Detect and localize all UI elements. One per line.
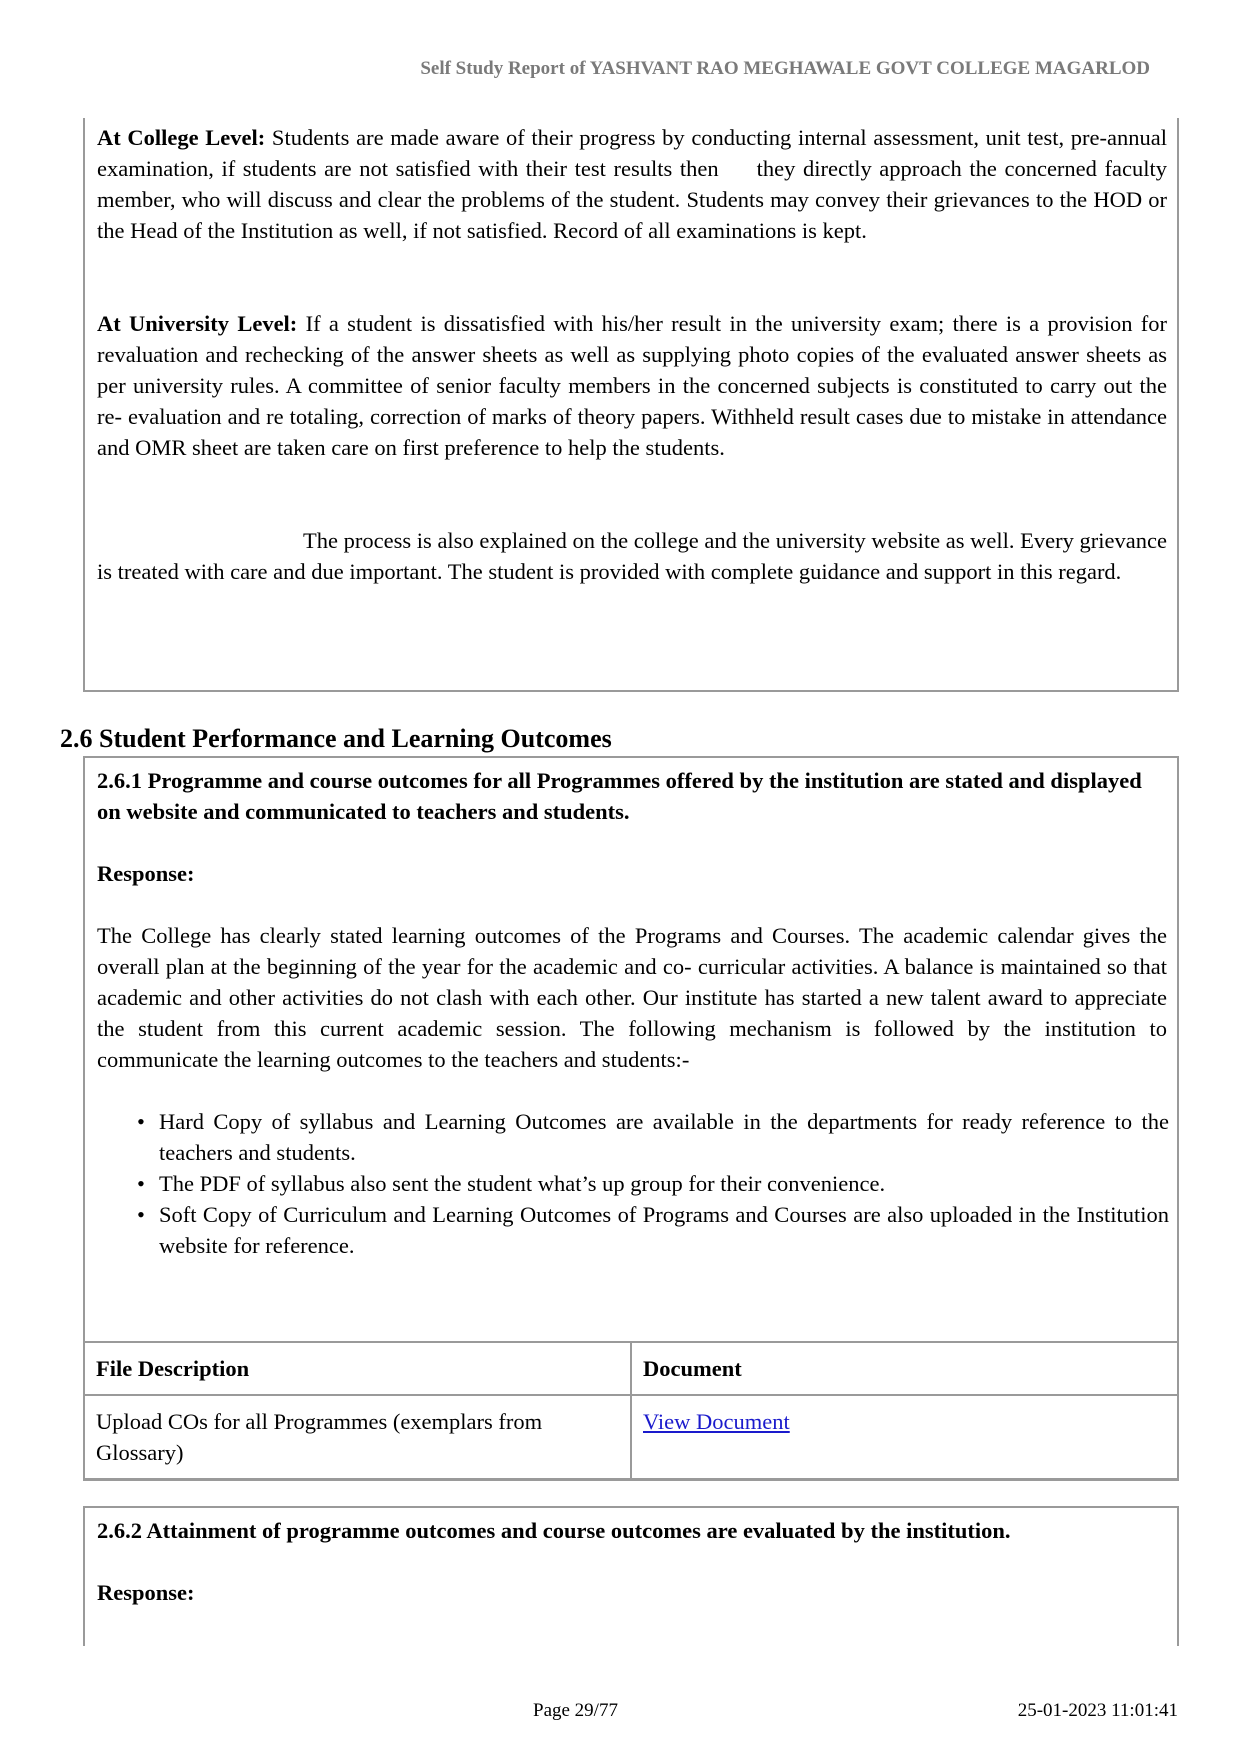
university-level-text: If a student is dissatisfied with his/her result in the university exam; there is a provision for revaluation and rechecking of the answer sheets as well as supplying photo copies of the evaluated answer sheets as per university rules. A committee of senior faculty members in the concerned subjects is constituted to carry out the re- evaluation and re totaling, correction of marks of theory papers. Withheld result cases due to mistake in attendance and OMR sheet are taken care on first preference to help the students. <box>97 311 1168 460</box>
metric-262-question: 2.6.2 Attainment of programme outcomes and course outcomes are evaluated by the institution. <box>97 1518 1011 1543</box>
metric-261-response-label: Response: <box>97 861 195 886</box>
process-paragraph: The process is also explained on the college and the university website as well. Every grievance is treated with care and due important. The student is provided with complete guidance and support in this regard. <box>97 528 1167 584</box>
mechanism-list <box>97 1106 1169 1261</box>
view-document-link[interactable]: View Document <box>643 1409 790 1434</box>
college-level-label: At College Level: <box>97 125 266 150</box>
page-number: Page 29/77 <box>533 1700 618 1721</box>
metric-261-response-text: The College has clearly stated learning outcomes of the Programs and Courses. The academic calendar gives the overall plan at the beginning of the year for the academic and co- curricular activities. A balance is maintained so that academic and other activities do not clash with each other. Our institute has started a new talent award to appreciate the student from this current academic session. The following mechanism is followed by the institution to communicate the learning outcomes to the teachers and students:- <box>97 923 1167 1072</box>
file-description-table <box>83 1341 1179 1480</box>
list-item: • Soft Copy of Curriculum and Learning Outcomes of Programs and Courses are also uploaded in the Institution website for reference. <box>159 1199 1169 1261</box>
list-item: • Hard Copy of syllabus and Learning Outcomes are available in the departments for ready reference to the teachers and students. <box>159 1106 1169 1168</box>
college-level-text: Students are made aware of their progress by conducting internal assessment, unit test, pre-annual examination, if students are not satisfied with their test results then they directly approach the concerned faculty member, who will discuss and clear the problems of the student. Students may convey their grievances to the HOD or the Head of the Institution as well, if not satisfied. Record of all examinations is kept. <box>97 125 1167 243</box>
report-header: Self Study Report of YASHVANT RAO MEGHAWALE GOVT COLLEGE MAGARLOD <box>420 58 1150 79</box>
metric-261-question: 2.6.1 Programme and course outcomes for all Programmes offered by the institution are stated and displayed on website and communicated to teachers and students. <box>97 768 1142 824</box>
document-header: Document <box>631 1342 1178 1395</box>
university-level-label: At University Level: <box>97 311 298 336</box>
file-description-header: File Description <box>84 1342 631 1395</box>
footer-timestamp: 25-01-2023 11:01:41 <box>1017 1700 1178 1721</box>
list-item: • The PDF of syllabus also sent the student what’s up group for their convenience. <box>159 1168 1169 1199</box>
table-row <box>84 1395 1178 1479</box>
university-level-paragraph <box>97 308 1167 463</box>
section-title: 2.6 Student Performance and Learning Outcomes <box>60 724 612 753</box>
metric-262-response-label: Response: <box>97 1580 195 1605</box>
metric-261-box <box>83 756 1179 1481</box>
file-description-cell: Upload COs for all Programmes (exemplars from Glossary) <box>84 1395 631 1479</box>
document-cell <box>631 1395 1178 1479</box>
metric-262-box <box>83 1506 1179 1646</box>
college-level-paragraph <box>97 122 1167 246</box>
table-header-row <box>84 1342 1178 1395</box>
grievance-response-box <box>83 118 1179 692</box>
